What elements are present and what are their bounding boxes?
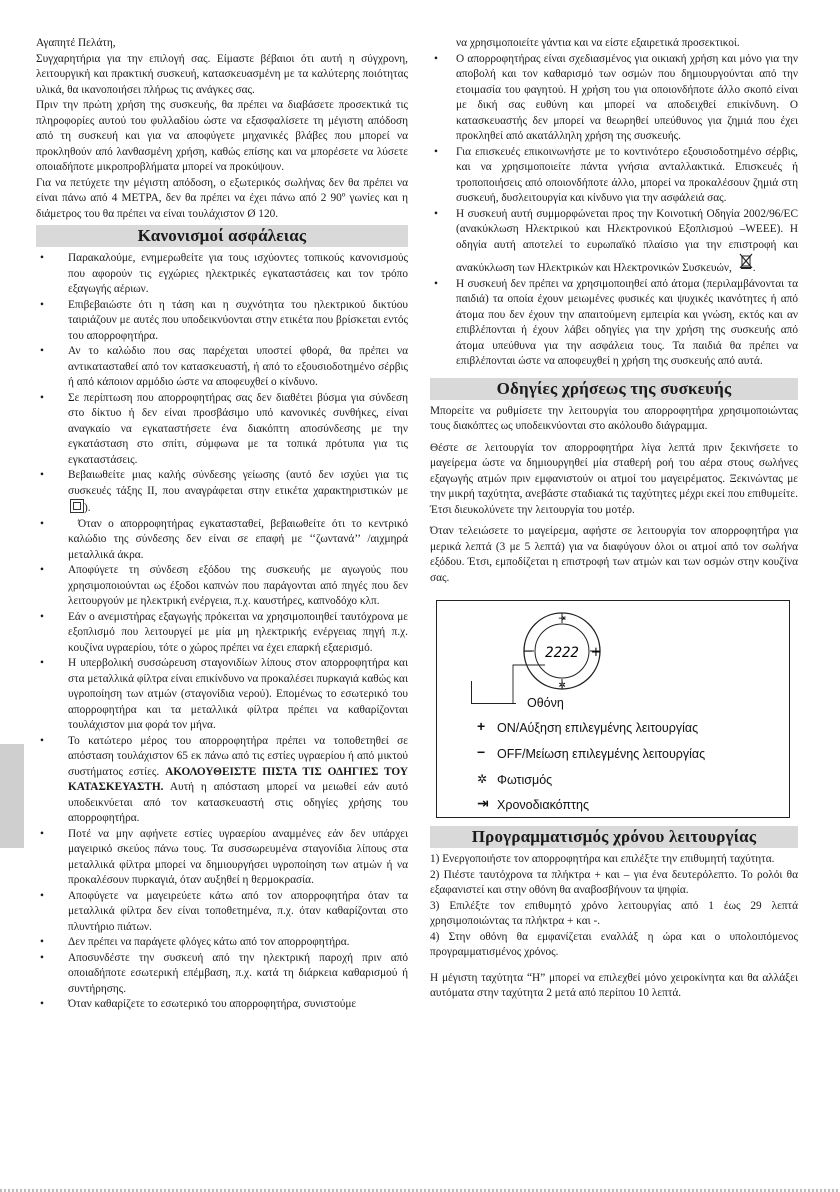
list-item-text: Όταν ο απορροφητήρας εγκατασταθεί, βεβαιωθείτε ότι το κεντρικό καλώδιο της σύνδεσης δεν είναι σε επαφή με ‘‘ζωντανά’’ /αιχμηρά μεταλλικά άκρα. — [68, 517, 408, 561]
list-item: • Βεβαιωθείτε μιας καλής σύνδεσης γείωσης (αυτό δεν ισχύει για τις συσκευές τάξης II, που αναγράφεται στην ετικέτα χαρακτηριστικών με ). — [36, 468, 408, 517]
step-item: 4) Στην οθόνη θα εμφανίζεται εναλλάξ η ώρα και ο υπολοιπόμενος προγραμματισμένος χρόνος. — [430, 930, 798, 958]
list-item: • Παρακαλούμε, ενημερωθείτε για τους ισχύοντες τοπικούς κανονισμούς που αφορούν τις εγχώριες ηλεκτρικές εγκαταστάσεις και τον τρόπο εξαγωγής αέριων. — [36, 251, 408, 298]
class-ii-double-square-icon — [70, 499, 84, 513]
list-item: • Αποφύγετε τη σύνδεση εξόδου της συσκευής με αγωγούς που χρησιμοποιούνται ως έξοδοι καπνών που παράγονται από πηγές που δεν λειτουργούν με ηλεκτρική ενέργεια, π.χ. καυστήρες, καπνοδόχο κλπ. — [36, 563, 408, 610]
right-column — [430, 36, 798, 1002]
list-item: • Σε περίπτωση που απορροφητήρας σας δεν διαθέτει βύσμα για σύνδεση στο δίκτυο ή δεν είναι προσβάσιμο υπό κανονικές συνθήκες, είναι αναγκαίο να εγκαταστήσετε ένα διακόπτη αποσύνδεσης με την εγκατάσταση στο σπίτι, σύμφωνα με τα τοπικά πρότυπα για τις εγκαταστάσεις. — [36, 391, 408, 469]
greeting: Αγαπητέ Πελάτη, — [36, 37, 116, 49]
crossed-bin-icon — [739, 253, 753, 269]
list-item: • Η υπερβολική συσσώρευση σταγονιδίων λίπους στον απορροφητήρα και στα μεταλλικά φίλτρα είναι επικίνδυνο να προκαλέσει πυρκαγιά καθώς και υγροποίηση των ατμών (σταγονίδια νερού). Επομένως το εσωτερικό του απορροφητήρα και τα μεταλλικά φίλτρα πρέπει να καθαρίζονται τουλάχιστον μια φορά τον μήνα. — [36, 656, 408, 734]
light-icon: ✲ — [477, 772, 488, 786]
light-button-icon: ✲ — [558, 681, 566, 691]
usage-paragraph: Όταν τελειώσετε το μαγείρεμα, αφήστε σε λειτουργία τον απορροφητήρα για μερικά λεπτά (3 με 5 λεπτά) για να διαφύγουν όλοι οι ατμοί από τον σωλήνα εξόδου. Έτσι, εμποδίζεται η επιστροφή των ατμών και των οσμών στην κουζίνα σας. — [430, 525, 798, 584]
continued-text: να χρησιμοποιείτε γάντια και να είστε εξαιρετικά προσεκτικοί. — [456, 37, 740, 49]
display-pointer-line — [471, 681, 516, 704]
list-item: • Αποσυνδέστε την συσκευή από την ηλεκτρική παροχή πριν από οποιαδήποτε εσωτερική επέμβαση, π.χ. κατά τη διάρκεια καθαρισμού ή συντήρησης. — [36, 951, 408, 998]
minus-button-icon: − — [522, 644, 534, 658]
list-item — [36, 734, 408, 827]
legend-on-label: ON/Αύξηση επιλεγμένης λειτουργίας — [497, 721, 699, 735]
list-item-text: Το κατώτερο μέρος του απορροφητήρα πρέπει να τοποθετηθεί σε απόσταση τουλάχιστον 65 εκ πάνω από τις εστίες υγραερίου ή από μικτού συστήματος εστίες. — [68, 734, 408, 778]
side-tab-marker — [0, 744, 24, 848]
list-item-text: Η συσκευή αυτή συμμορφώνεται προς την Κοινοτική Οδηγία 2002/96/EC (ανακύκλωση Ηλεκτρικού και Ηλεκτρονικού Εξοπλισμού –WEEE). Η οδηγία αυτή αποτελεί το ευρωπαϊκό πλαίσιο για την επιστροφή και ανακύκλωση των Ηλεκτρικών και Ηλεκτρονικών Συσκευών, — [456, 207, 798, 274]
legend-display-label: Οθόνη — [527, 696, 564, 710]
timer-heading: Προγραμματισμός χρόνου λειτουργίας — [430, 826, 798, 848]
legend-timer-label: Χρονοδιακόπτης — [497, 798, 589, 812]
intro-paragraph: Συγχαρητήρια για την επιλογή σας. Είμαστε βέβαιοι ότι αυτή η σύγχρονη, λειτουργική και πρακτική συσκευή, κατασκευασμένη με τα καλύτερης ποιότητας υλικά, θα ικανοποιήσει πλήρως τις ανάγκες σας. — [36, 52, 408, 96]
step-item: 3) Επιλέξτε τον επιθυμητό χρόνο λειτουργίας από 1 έως 29 λεπτά χρησιμοποιώντας τα πλήκτρα + και -. — [430, 899, 798, 927]
list-item: • Εάν ο ανεμιστήρας εξαγωγής πρόκειται να χρησιμοποιηθεί ταυτόχρονα με εξοπλισμό που λειτουργεί με μία μη ηλεκτρικής ενέργειας πηγή π.χ. κουζίνα υγραερίου, τότε ο χώρος πρέπει να έχει επαρκή εξαερισμό. — [36, 610, 408, 657]
intro-paragraph: Για να πετύχετε την μέγιστη απόδοση, ο εξωτερικός σωλήνας δεν θα πρέπει να είναι πάνω από 4 ΜΕΤΡΑ, δεν θα πρέπει να έχει πάνω από 2 90º γωνίες και η διάμετρος του θα πρέπει να είναι τουλάχιστον Ø 120. — [36, 176, 408, 220]
list-item: • Ο απορροφητήρας είναι σχεδιασμένος για οικιακή χρήση και μόνο για την αποβολή και τον καθαρισμό των οσμών που δημιουργούνται από την ετοιμασία του φαγητού. Η χρήση του για οποιονδήποτε άλλο σκοπό είναι με δική σας ευθύνη και μπορεί να αποδειχθεί επικίνδυνη. Ο κατασκευαστής δεν μπορεί να θεωρηθεί υπεύθυνος για ζημιά που έχει προκληθεί από ακατάλληλη χρήση της συσκευής. — [430, 52, 798, 145]
step-item: 2) Πιέστε ταυτόχρονα τα πλήκτρα + και – για ένα δευτερόλεπτο. Το ρολόι θα εξαφανιστεί και στην οθόνη θα αναβοσβήνουν τα ψηφία. — [430, 868, 798, 896]
step-item: 1) Ενεργοποιήστε τον απορροφητήρα και επιλέξτε την επιθυμητή ταχύτητα. — [430, 853, 775, 865]
list-item-text: Βεβαιωθείτε μιας καλής σύνδεσης γείωσης (αυτό δεν ισχύει για τις συσκευές τάξης II, που αναγράφεται στην ετικέτα χαρακτηριστικών με — [68, 469, 408, 497]
timer-button-icon: ⇥ — [558, 614, 566, 624]
usage-heading: Οδηγίες χρήσεως της συσκευής — [430, 378, 798, 400]
list-item-text: Αυτή η απόσταση μπορεί να μειωθεί εάν αυτό υποδεικνύεται από τον κατασκευαστή στις οδηγίες χρήσης του απορροφητήρα. — [68, 781, 408, 824]
final-note: Η μέγιστη ταχύτητα “H” μπορεί να επιλεχθεί μόνο χειροκίνητα και θα αλλάξει αυτόματα στην ταχύτητα 2 μετά από περίπου 10 λεπτά. — [430, 971, 798, 999]
list-item: • Αποφύγετε να μαγειρεύετε κάτω από τον απορροφητήρα όταν τα μεταλλικά φίλτρα δεν είναι τοποθετημένα, π.χ. όταν καθαρίζονται στο πλυντήριο πιάτων. — [36, 889, 408, 936]
control-panel-diagram — [507, 607, 627, 703]
plus-button-icon: + — [590, 645, 602, 660]
control-panel-figure — [436, 600, 790, 818]
legend-off-label: OFF/Μείωση επιλεγμένης λειτουργίας — [497, 747, 706, 761]
list-item: • Η συσκευή δεν πρέπει να χρησιμοποιηθεί από άτομα (περιλαμβάνονται τα παιδιά) τα οποία έχουν μειωμένες φυσικές και ψυχικές ικανότητες ή από άτομα που δεν έχουν την απαιτούμενη εμπειρία και γνώση, εκτός και αν επιβλέπονται ή έχουν λάβει οδηγίες για την χρήση της συσκευής από άτομα υπεύθυνα για την ασφάλεια τους. Τα παιδιά θα πρέπει να επιβλέπονται ώστε να αποφευχθεί η χρήση της συσκευής από αυτά. — [430, 277, 798, 370]
bold-warning: ΑΚΟΛΟΥΘΕΙΣΤΕ ΠΙΣΤΑ ΤΙΣ ΟΔΗΓΙΕΣ ΤΟΥ ΚΑΤΑΣΚΕΥΑΣΤΗ. — [68, 765, 409, 793]
display-digits: 2222 — [545, 645, 579, 661]
legend-light-label: Φωτισμός — [497, 773, 553, 787]
plus-icon: + — [477, 718, 486, 734]
timer-icon: ⇥ — [477, 795, 489, 811]
list-item: • Η συσκευή αυτή συμμορφώνεται προς την Κοινοτική Οδηγία 2002/96/EC (ανακύκλωση Ηλεκτρικού και Ηλεκτρονικού Εξοπλισμού –WEEE). Η οδηγία αυτή αποτελεί το ευρωπαϊκό πλαίσιο για την επιστροφή και ανακύκλωση των Ηλεκτρικών και Ηλεκτρονικών Συσκευών, . — [430, 207, 798, 277]
timer-steps — [430, 852, 798, 961]
list-item: • Ποτέ να μην αφήνετε εστίες υγραερίου αναμμένες εάν δεν υπάρχει μαγειρικό σκεύος πάνω τους. Τα συσσωρευμένα σταγονίδια λίπους στα μεταλλικά φίλτρα μπορεί να δημιουργήσει υγροποίηση των ατμών ή να προκαλέσουν πυρκαγιά, όταν αυξηθεί η θερμοκρασία. — [36, 827, 408, 889]
usage-paragraph: Μπορείτε να ρυθμίσετε την λειτουργία του απορροφητήρα χρησιμοποιώντας τους διακόπτες ως υποδεικνύονται στο ακόλουθο διάγραμμα. — [430, 404, 798, 432]
safety-list-continued — [430, 52, 798, 370]
safety-list — [36, 251, 408, 1013]
usage-paragraph: Θέστε σε λειτουργία τον απορροφητήρα λίγα λεπτά πριν ξεκινήσετε το μαγείρεμα ώστε να δημιουργηθεί μία σταθερή ροή του αέρα στους σωλήνες εξαγωγής ατμών πριν εμφανιστούν οι ατμοί του μαγειρέματος. Ξεκινώντας με την μικρή ταχύτητα, ανεβάστε σταδιακά τις ταχύτητες μέχρι εκεί που επιθυμείτε. Έτσι διευκολύνετε την λειτουργία του μοτέρ. — [430, 441, 798, 516]
list-item: • Όταν καθαρίζετε το εσωτερικό του απορροφητήρα, συνιστούμε — [36, 997, 408, 1013]
list-item: • Επιβεβαιώστε ότι η τάση και η συχνότητα του ηλεκτρικού δικτύου ταιριάζουν με αυτές που υποδεικνύονται στην ετικέτα που βρίσκεται εντός του απορροφητήρα. — [36, 298, 408, 345]
list-item: • Δεν πρέπει να παράγετε φλόγες κάτω από τον απορροφητήρα. — [36, 935, 408, 951]
list-item — [36, 517, 408, 564]
left-column — [36, 36, 408, 1013]
list-item: • Για επισκευές επικοινωνήστε με το κοντινότερο εξουσιοδοτημένο σέρβις, και να χρησιμοποιείτε πάντα γνήσια ανταλλακτικά. Επισκευές ή τροποποιήσεις από οποιονδήποτε άλλο, μπορεί να προκαλέσουν ζημιά στη συσκευή, δυσλειτουργία και κίνδυνο για την ασφάλειά σας. — [430, 145, 798, 207]
list-item: • Αν το καλώδιο που σας παρέχεται υποστεί φθορά, θα πρέπει να αντικατασταθεί από τον κατασκευαστή, ή από το εξουσιοδοτημένο σέρβις ή από κάποιον αρμόδιο ώστε να αποφευχθεί ο κίνδυνο. — [36, 344, 408, 391]
minus-icon: − — [477, 744, 486, 760]
safety-heading: Κανονισμοί ασφάλειας — [36, 225, 408, 247]
intro-paragraph: Πριν την πρώτη χρήση της συσκευής, θα πρέπει να διαβάσετε προσεκτικά τις πληροφορίες αυτού του φυλλαδίου ώστε να εξασφαλίσετε τη μέγιστη απόδοση από τη συσκευή και για να αποφύγετε μηχανικές βλάβες που μπορεί να προκληθούν από λανθασμένη χρήση, καθώς επίσης και να μπορέσετε να λύσετε οποιαδήποτε μικροπροβλήματα μπορεί να προκύψουν. — [36, 99, 408, 173]
